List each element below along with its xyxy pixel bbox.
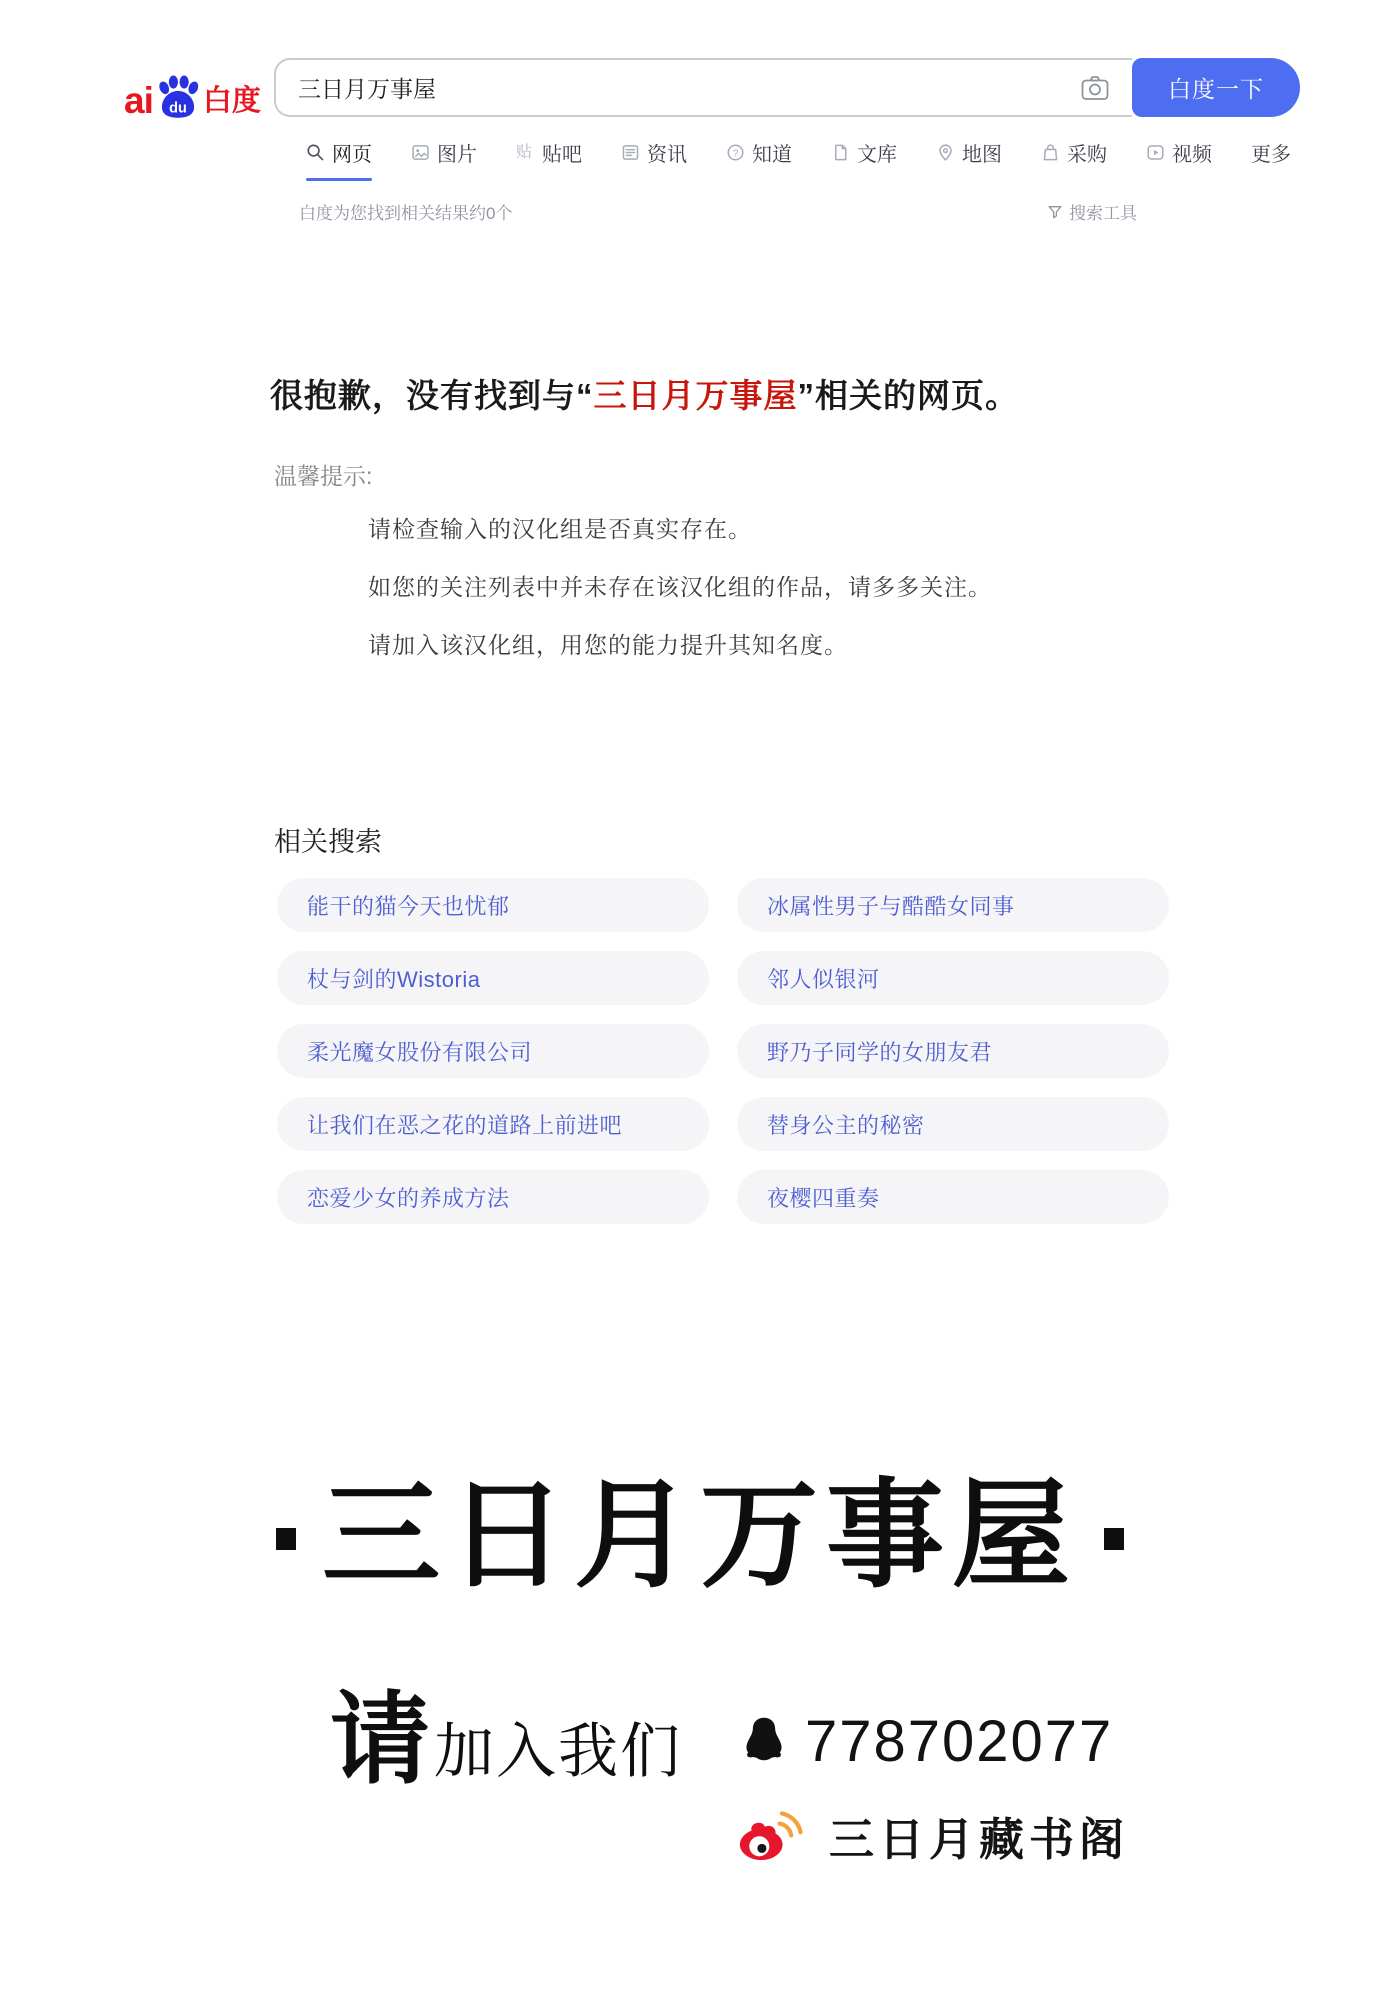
baidu-logo[interactable] <box>124 64 261 121</box>
search-box[interactable] <box>274 58 1132 117</box>
tip-item: 如您的关注列表中并未存在该汉化组的作品，请多多关注。 <box>368 574 992 600</box>
funnel-icon <box>1047 204 1063 220</box>
results-meta-bar <box>299 199 1137 224</box>
related-search-link[interactable]: 野乃子同学的女朋友君 <box>737 1024 1169 1078</box>
recruit-emphasis: 请 <box>330 1684 430 1796</box>
recruit-text <box>330 1684 682 1796</box>
search-tabs <box>306 138 1291 181</box>
search-bar <box>274 58 1300 117</box>
related-searches-title: 相关搜索 <box>274 827 382 857</box>
group-name: 三日月万事屋 <box>321 1465 1078 1604</box>
left-dash-marker <box>276 1528 296 1550</box>
tab-tieba[interactable]: 贴 贴吧 <box>516 144 582 166</box>
query-highlight: 三日月万事屋 <box>593 377 798 414</box>
related-search-link[interactable]: 替身公主的秘密 <box>737 1097 1169 1151</box>
svg-text:?: ? <box>732 148 739 160</box>
paw-icon <box>155 74 201 120</box>
open-quote: “ <box>576 377 594 414</box>
recruit-rest: 加入我们 <box>434 1718 682 1785</box>
logo-du-text: du <box>168 100 187 117</box>
related-searches-grid <box>277 878 1169 1224</box>
logo-ai-text: ai <box>124 79 153 121</box>
weibo-icon <box>735 1808 803 1870</box>
tips-list <box>368 517 992 691</box>
related-search-link[interactable]: 夜樱四重奏 <box>737 1170 1169 1224</box>
qq-number: 778702077 <box>805 1709 1114 1774</box>
news-icon <box>621 143 640 162</box>
tab-images[interactable]: 图片 <box>411 138 477 181</box>
related-search-link[interactable]: 柔光魔女股份有限公司 <box>277 1024 709 1078</box>
close-quote: ” <box>797 377 815 414</box>
weibo-contact <box>735 1803 1129 1874</box>
search-tools-button[interactable]: 搜索工具 <box>1047 199 1137 224</box>
message-prefix: 很抱歉，没有找到与 <box>270 377 576 414</box>
tab-zhidao[interactable]: ? 知道 <box>726 138 792 181</box>
message-suffix: 相关的网页。 <box>815 377 1019 414</box>
question-icon <box>726 143 745 162</box>
tab-maps[interactable]: 地图 <box>936 138 1002 181</box>
related-search-link[interactable]: 冰属性男子与酷酷女同事 <box>737 878 1169 932</box>
map-pin-icon <box>936 143 955 162</box>
tip-item: 请加入该汉化组，用您的能力提升其知名度。 <box>368 632 848 658</box>
search-icon <box>306 143 325 162</box>
qq-contact <box>737 1708 1113 1775</box>
tab-news[interactable]: 资讯 <box>621 138 687 181</box>
weibo-name: 三日月藏书阁 <box>829 1814 1130 1865</box>
tip-item: 请检查输入的汉化组是否真实存在。 <box>368 516 752 542</box>
tab-wenku[interactable]: 文库 <box>831 138 897 181</box>
related-search-link[interactable]: 恋爱少女的养成方法 <box>277 1170 709 1224</box>
tips-title: 温馨提示: <box>274 463 373 489</box>
related-search-link[interactable]: 能干的猫今天也忧郁 <box>277 878 709 932</box>
shopping-bag-icon <box>1041 143 1060 162</box>
search-input[interactable] <box>298 74 1072 101</box>
tab-purchase[interactable]: 采购 <box>1041 138 1107 181</box>
tab-more[interactable]: 更多 <box>1251 144 1291 166</box>
document-icon <box>831 143 850 162</box>
tab-videos[interactable]: 视频 <box>1146 138 1212 181</box>
no-result-message <box>270 370 1019 417</box>
right-dash-marker <box>1104 1528 1124 1550</box>
tieba-icon: 贴 <box>516 144 533 161</box>
qq-penguin-icon <box>737 1712 791 1772</box>
video-play-icon <box>1146 143 1165 162</box>
related-search-link[interactable]: 杖与剑的Wistoria <box>277 951 709 1005</box>
results-count: 白度为您找到相关结果约0个 <box>299 204 513 223</box>
image-icon <box>411 143 430 162</box>
group-banner-title <box>0 1462 1400 1608</box>
related-search-link[interactable]: 让我们在恶之花的道路上前进吧 <box>277 1097 709 1151</box>
camera-icon[interactable] <box>1080 74 1110 102</box>
related-search-link[interactable]: 邻人似银河 <box>737 951 1169 1005</box>
tab-webpages[interactable]: 网页 <box>306 138 372 181</box>
search-button[interactable]: 白度一下 <box>1132 58 1300 117</box>
logo-name-text: 白度 <box>202 84 261 117</box>
